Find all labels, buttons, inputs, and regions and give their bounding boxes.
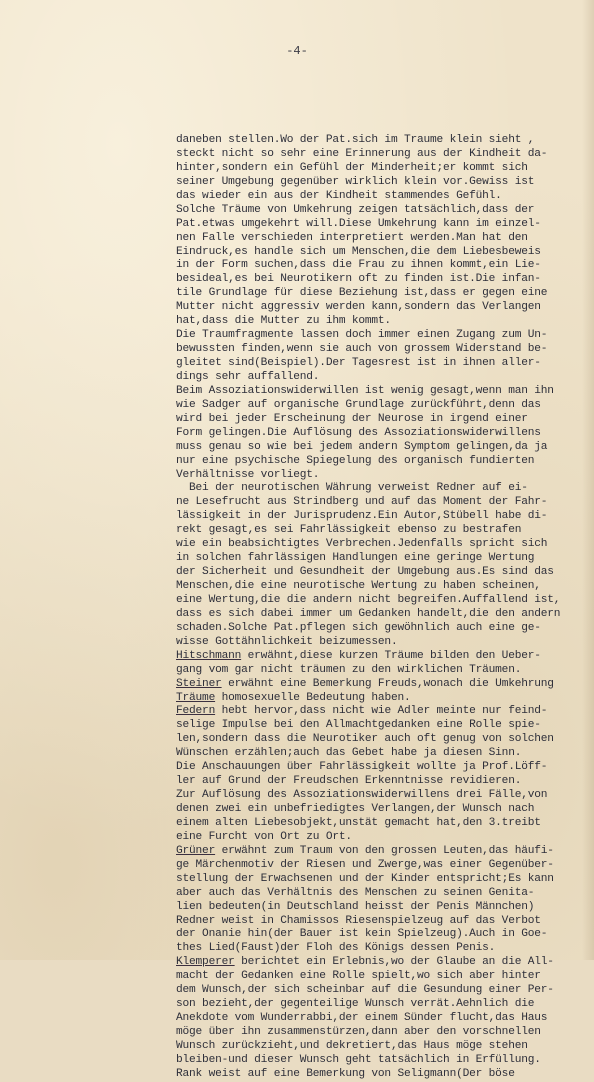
text-line: nen Falle verschieden interpretiert werden.Man hat den <box>176 231 528 244</box>
text-line: eine Wertung,die die andern nicht begreifen.Auffallend ist, <box>176 593 561 606</box>
text-line: Verhältnisse vorliegt. <box>176 468 320 481</box>
text-line: Menschen,die eine neurotische Wertung zu haben scheinen, <box>176 580 541 592</box>
text-line: seiner Umgebung gegenüber wirklich klein vor.Gewiss ist <box>176 175 535 188</box>
text-line: Wunsch zurückzieht,und dekretiert,das Haus möge stehen <box>176 1039 528 1052</box>
text-line: ge Märchenmotiv der Riesen und Zwerge,was einer Gegenüber- <box>176 858 554 871</box>
text-line: gang vom gar nicht träumen zu den wirklichen Träumen. <box>176 663 522 676</box>
text-line: tile Grundlage für diese Beziehung ist,dass er gegen eine <box>176 287 548 300</box>
text-line: len,sondern dass die Neurotiker auch oft genug von solchen <box>176 733 554 746</box>
speaker-name: Grüner <box>176 844 216 857</box>
text-line: rekt gesagt,es sei Fahrlässigkeit ebenso zu bestrafen <box>176 524 522 537</box>
text-line: daneben stellen.Wo der Pat.sich im Traume klein sieht , <box>176 134 535 146</box>
text-line: Rank weist auf eine Bemerkung von Seligmann(Der böse <box>176 1067 515 1080</box>
text-line: Pat.etwas umgekehrt will.Diese Umkehrung kann im einzel- <box>176 217 541 230</box>
text-line: schaden.Solche Pat.pflegen sich gewöhnlich auch eine ge- <box>176 621 541 634</box>
text-line: Wünschen erzählen;auch das Gebet habe ja diesen Sinn. <box>176 747 522 760</box>
text-line: der Onanie hin(der Bauer ist kein Spielzeug).Auch in Goe- <box>176 928 548 941</box>
page-number: -4- <box>286 44 308 58</box>
paper-edge-shadow <box>582 0 594 960</box>
text-line-rest: berichtet ein Erlebnis,wo der Glaube an die All- <box>234 956 554 969</box>
text-line: bewussten finden,wenn sie auch von grossem Widerstand be- <box>176 343 548 356</box>
text-line: steckt nicht so sehr eine Erinnerung aus der Kindheit da- <box>176 147 548 160</box>
text-line: wisse Gottähnlichkeit beizumessen. <box>176 635 398 648</box>
text-line-rest: homosexuelle Bedeutung haben. <box>215 691 411 704</box>
text-line: son bezieht,der gegenteilige Wunsch verrät.Aehnlich die <box>176 998 535 1011</box>
speaker-name: Träume <box>176 691 216 704</box>
text-line-rest: erwähnt zum Traum von den grossen Leuten,das häufi- <box>215 844 554 857</box>
text-line: dings sehr auffallend. <box>176 370 320 383</box>
text-line: wie ein beabsichtigtes Verbrechen.Jedenfalls spricht sich <box>176 538 548 551</box>
text-line: Solche Träume von Umkehrung zeigen tatsächlich,dass der <box>176 203 535 216</box>
text-line: Beim Assoziationswiderwillen ist wenig gesagt,wenn man ihn <box>176 384 554 397</box>
text-line <box>176 956 580 970</box>
text-line: in solchen fahrlässigen Handlungen eine geringe Wertung <box>176 552 535 565</box>
text-line: hat,dass die Mutter zu ihm kommt. <box>176 315 391 328</box>
text-line: das wieder ein aus der Kindheit stammendes Gefühl. <box>176 189 502 202</box>
speaker-name: Hitschmann <box>176 649 242 662</box>
text-line <box>176 692 580 706</box>
text-line-rest: erwähnt,diese kurzen Träume bilden den Ueber- <box>241 649 541 662</box>
text-line: lien bedeuten(in Deutschland heisst der Penis Männchen) <box>176 900 535 913</box>
text-line <box>176 650 580 664</box>
typed-body-text <box>176 134 580 1082</box>
text-line: Die Anschauungen über Fahrlässigkeit wollte ja Prof.Löff- <box>176 761 548 774</box>
text-line: der Sicherheit und Gesundheit der Umgebung aus.Es sind das <box>176 566 554 579</box>
text-line: thes Lied(Faust)der Floh des Königs dessen Penis. <box>176 942 496 955</box>
text-line: Die Traumfragmente lassen doch immer einen Zugang zum Un- <box>176 329 548 342</box>
text-line: einem alten Liebesobjekt,unstät gemacht hat,den 3.treibt <box>176 816 541 829</box>
text-line: stellung der Erwachsenen und der Kinder entspricht;Es kann <box>176 872 554 885</box>
text-line: ne Lesefrucht aus Strindberg und auf das Moment der Fahr- <box>176 496 548 509</box>
text-line: Anekdote vom Wunderrabbi,der einem Sünder flucht,das Haus <box>176 1012 548 1025</box>
text-line: dem Wunsch,der sich scheinbar auf die Gesundung einer Per- <box>176 984 554 997</box>
text-line: hinter,sondern ein Gefühl der Minderheit;er kommt sich <box>176 161 528 174</box>
text-line: eine Furcht von Ort zu Ort. <box>176 830 352 843</box>
text-line: Mutter nicht aggressiv werden kann,sondern das Verlangen <box>176 301 541 314</box>
speaker-name: Steiner <box>176 677 222 690</box>
text-line: möge über ihn zusammenstürzen,dann aber den vorschnellen <box>176 1026 541 1038</box>
speaker-name: Klemperer <box>176 956 235 969</box>
text-line: muss genau so wie bei jedem andern Symptom gelingen,da ja <box>176 440 548 453</box>
speaker-name: Federn <box>176 705 216 718</box>
text-line <box>176 705 580 719</box>
text-line: selige Impulse bei den Allmachtgedanken eine Rolle spie- <box>176 719 541 732</box>
text-line: gleitet sind(Beispiel).Der Tagesrest ist in ihnen aller- <box>176 357 541 369</box>
text-line: wird bei jeder Erscheinung der Neurose in irgend einer <box>176 412 528 425</box>
text-line: aber auch das Verhältnis des Menschen zu seinen Genita- <box>176 886 535 899</box>
text-line: denen zwei ein unbefriedigtes Verlangen,der Wunsch nach <box>176 803 535 815</box>
text-line: lässigkeit in der Jurisprudenz.Ein Autor,Stübell habe di- <box>176 510 548 523</box>
text-line: besideal,es bei Neurotikern oft zu finden ist.Die infan- <box>176 273 541 286</box>
text-line <box>176 845 580 859</box>
text-line: ler auf Grund der Freudschen Erkenntnisse revidieren. <box>176 775 522 788</box>
text-line: dass es sich dabei immer um Gedanken handelt,die den andern <box>176 607 561 620</box>
text-line: Zur Auflösung des Assoziationswiderwillens drei Fälle,von <box>176 789 548 802</box>
text-line: bleiben-und dieser Wunsch geht tatsächlich in Erfüllung. <box>176 1053 541 1066</box>
text-line-rest: erwähnt eine Bemerkung Freuds,wonach die Umkehrung <box>221 677 554 690</box>
text-line: nur eine psychische Spiegelung des organisch fundierten <box>176 454 535 467</box>
text-line: Eindruck,es handle sich um Menschen,die dem Liebesbeweis <box>176 245 541 258</box>
text-line <box>176 678 580 692</box>
text-line-rest: hebt hervor,dass nicht wie Adler meinte nur feind- <box>215 705 548 718</box>
text-line: Redner weist in Chamissos Riesenspielzeug auf das Verbot <box>176 914 541 927</box>
text-line: in der Form suchen,dass die Frau zu ihnen kommt,ein Lie- <box>176 259 541 272</box>
text-line: macht der Gedanken eine Rolle spielt,wo sich aber hinter <box>176 970 541 983</box>
text-line: Bei der neurotischen Währung verweist Redner auf ei- <box>176 482 528 495</box>
text-line: wie Sadger auf organische Grundlage zurückführt,denn das <box>176 398 541 411</box>
text-line: Form gelingen.Die Auflösung des Assoziationswiderwillens <box>176 426 541 439</box>
